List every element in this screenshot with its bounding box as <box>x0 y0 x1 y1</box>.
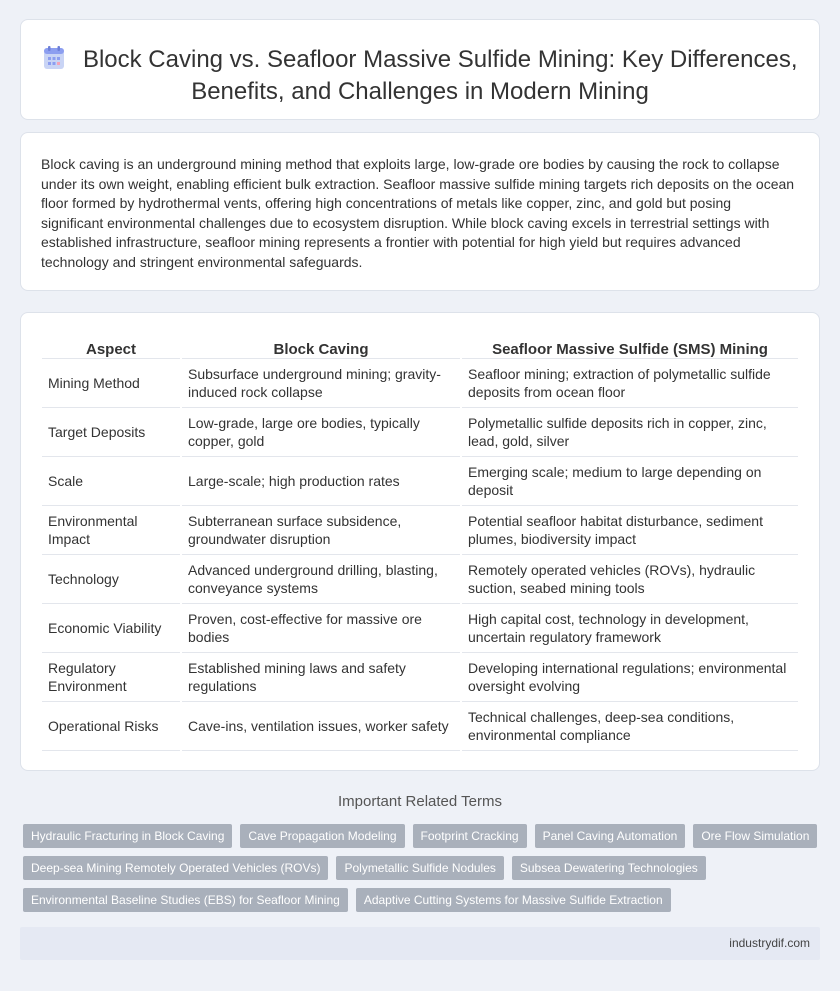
block-caving-cell: Subterranean surface subsidence, groundwater disruption <box>181 505 461 554</box>
related-terms-heading: Important Related Terms <box>338 793 502 810</box>
related-term-tag[interactable]: Ore Flow Simulation <box>693 824 817 848</box>
aspect-cell: Regulatory Environment <box>42 652 181 701</box>
table-row <box>42 701 798 750</box>
intro-card <box>20 132 820 291</box>
aspect-cell: Mining Method <box>42 358 181 407</box>
tag-row <box>23 888 823 912</box>
tag-row <box>23 856 823 880</box>
related-terms-list <box>23 824 823 920</box>
footer-site-link[interactable]: industrydif.com <box>729 936 810 950</box>
block-caving-cell: Proven, cost-effective for massive ore bodies <box>181 603 461 652</box>
block-caving-cell: Established mining laws and safety regulations <box>181 652 461 701</box>
tag-row <box>23 824 823 848</box>
table-row <box>42 554 798 603</box>
header-aspect: Aspect <box>85 340 137 358</box>
table-header-row <box>42 333 798 358</box>
sms-cell: Remotely operated vehicles (ROVs), hydraulic suction, seabed mining tools <box>461 554 798 603</box>
comparison-card <box>20 312 820 771</box>
related-term-tag[interactable]: Hydraulic Fracturing in Block Caving <box>23 824 232 848</box>
aspect-cell: Economic Viability <box>42 603 181 652</box>
title-wrap <box>21 44 819 108</box>
sms-cell: High capital cost, technology in development, uncertain regulatory framework <box>461 603 798 652</box>
footer <box>20 927 820 960</box>
aspect-cell: Environmental Impact <box>42 505 181 554</box>
sms-cell: Seafloor mining; extraction of polymetallic sulfide deposits from ocean floor <box>461 358 798 407</box>
aspect-cell: Scale <box>42 456 181 505</box>
table-row <box>42 456 798 505</box>
related-term-tag[interactable]: Cave Propagation Modeling <box>240 824 404 848</box>
intro-paragraph: Block caving is an underground mining method that exploits large, low-grade ore bodies by causing the rock to collapse under its own weight, enabling efficient bulk extraction. Seafloor massive sulfide mining targets rich deposits on the ocean floor formed by hydrothermal vents, offering high concentrations of metals like copper, zinc, and gold but posing significant environmental challenges due to ecosystem disruption. While block caving excels in terrestrial settings with established infrastructure, seafloor mining represents a frontier with potential for high yield but requires advanced technology and stringent environmental safeguards. <box>41 156 795 270</box>
related-term-tag[interactable]: Environmental Baseline Studies (EBS) for Seafloor Mining <box>23 888 348 912</box>
page-title: Block Caving vs. Seafloor Massive Sulfide Mining: Key Differences, Benefits, and Challenges in Modern Mining <box>82 46 798 105</box>
block-caving-cell: Advanced underground drilling, blasting, conveyance systems <box>181 554 461 603</box>
block-caving-cell: Low-grade, large ore bodies, typically copper, gold <box>181 407 461 456</box>
related-term-tag[interactable]: Deep-sea Mining Remotely Operated Vehicles (ROVs) <box>23 856 328 880</box>
related-term-tag[interactable]: Footprint Cracking <box>413 824 527 848</box>
table-row <box>42 358 798 407</box>
header-block-caving: Block Caving <box>181 333 461 358</box>
aspect-cell: Technology <box>42 554 181 603</box>
sms-cell: Developing international regulations; environmental oversight evolving <box>461 652 798 701</box>
comparison-table <box>42 333 798 751</box>
table-row <box>42 505 798 554</box>
sms-cell: Polymetallic sulfide deposits rich in copper, zinc, lead, gold, silver <box>461 407 798 456</box>
table-row <box>42 603 798 652</box>
header-sms-mining: Seafloor Massive Sulfide (SMS) Mining <box>461 333 798 358</box>
sms-cell: Emerging scale; medium to large depending on deposit <box>461 456 798 505</box>
title-card <box>20 19 820 120</box>
table-row <box>42 407 798 456</box>
sms-cell: Potential seafloor habitat disturbance, sediment plumes, biodiversity impact <box>461 505 798 554</box>
block-caving-cell: Large-scale; high production rates <box>181 456 461 505</box>
table-row <box>42 652 798 701</box>
document-icon <box>43 46 65 75</box>
related-term-tag[interactable]: Panel Caving Automation <box>535 824 686 848</box>
related-term-tag[interactable]: Adaptive Cutting Systems for Massive Sulfide Extraction <box>356 888 671 912</box>
related-term-tag[interactable]: Polymetallic Sulfide Nodules <box>336 856 503 880</box>
aspect-cell: Operational Risks <box>42 701 181 750</box>
block-caving-cell: Cave-ins, ventilation issues, worker safety <box>181 701 461 750</box>
related-term-tag[interactable]: Subsea Dewatering Technologies <box>512 856 706 880</box>
sms-cell: Technical challenges, deep-sea conditions, environmental compliance <box>461 701 798 750</box>
aspect-cell: Target Deposits <box>42 407 181 456</box>
block-caving-cell: Subsurface underground mining; gravity-induced rock collapse <box>181 358 461 407</box>
